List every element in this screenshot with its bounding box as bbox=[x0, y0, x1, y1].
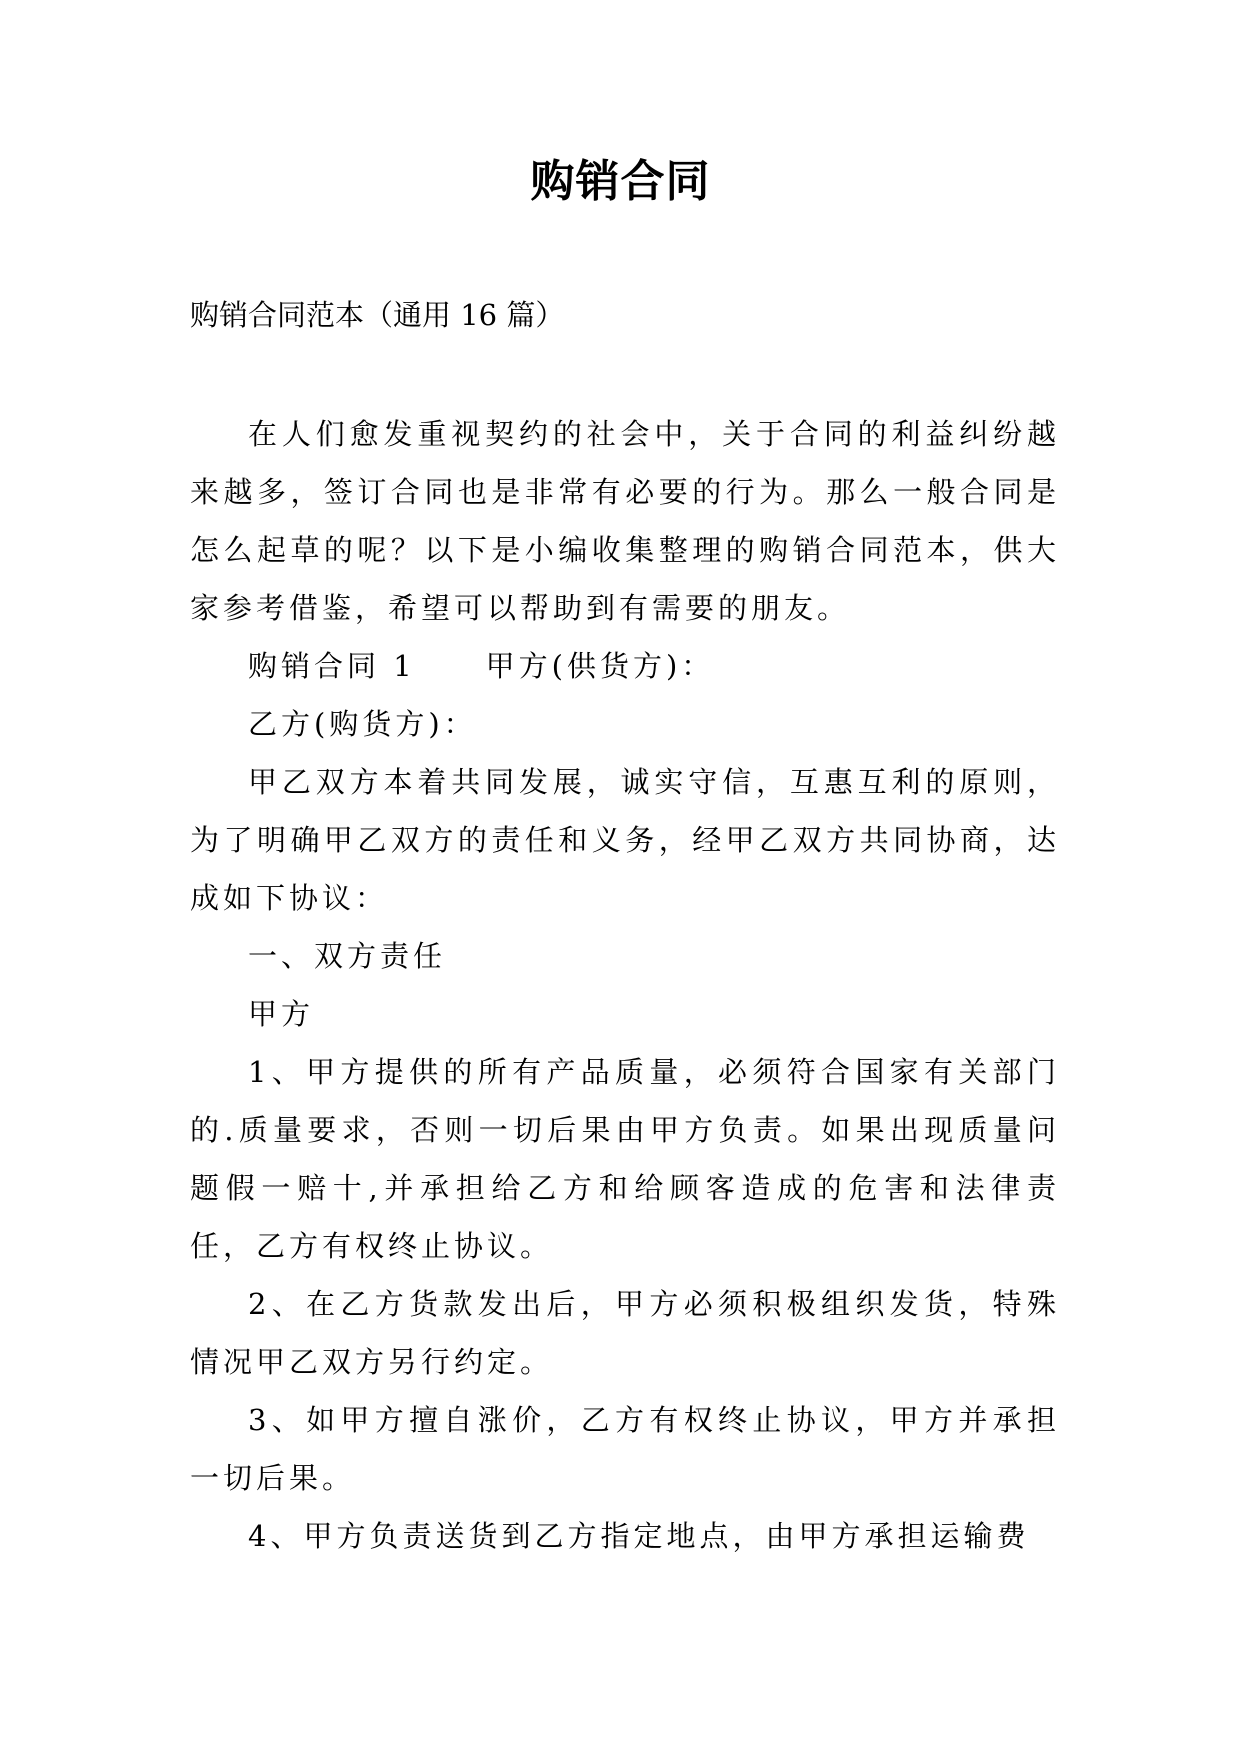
intro-paragraph: 在人们愈发重视契约的社会中，关于合同的利益纠纷越来越多，签订合同也是非常有必要的行为。那么一般合同是怎么起草的呢？以下是小编收集整理的购销合同范本，供大家参考借鉴，希望可以帮助到有需要的朋友。 bbox=[190, 417, 1060, 625]
document-body bbox=[190, 405, 1060, 1565]
clause-1: 1、甲方提供的所有产品质量，必须符合国家有关部门的.质量要求，否则一切后果由甲方负责。如果出现质量问题假一赔十,并承担给乙方和给顾客造成的危害和法律责任，乙方有权终止协议。 bbox=[190, 1055, 1060, 1263]
document-subtitle: 购销合同范本（通用 16 篇） bbox=[190, 298, 565, 332]
clause-3: 3、如甲方擅自涨价，乙方有权终止协议，甲方并承担一切后果。 bbox=[190, 1403, 1060, 1495]
document-title: 购销合同 bbox=[530, 156, 711, 207]
principle-paragraph: 甲乙双方本着共同发展，诚实守信，互惠互利的原则，为了明确甲乙双方的责任和义务，经甲乙双方共同协商，达成如下协议： bbox=[190, 765, 1060, 915]
party-a-label: 甲方 bbox=[248, 997, 315, 1031]
section-heading: 一、双方责任 bbox=[248, 939, 447, 973]
contract-heading-line bbox=[190, 637, 1060, 695]
party-a-line: 甲方(供货方)： bbox=[485, 649, 715, 683]
contract-heading: 购销合同 1 bbox=[248, 649, 416, 683]
clause-2: 2、在乙方货款发出后，甲方必须积极组织发货，特殊情况甲乙双方另行约定。 bbox=[190, 1287, 1060, 1379]
party-b-line: 乙方(购货方)： bbox=[248, 707, 477, 741]
clause-4: 4、甲方负责送货到乙方指定地点，由甲方承担运输费 bbox=[248, 1519, 1030, 1553]
